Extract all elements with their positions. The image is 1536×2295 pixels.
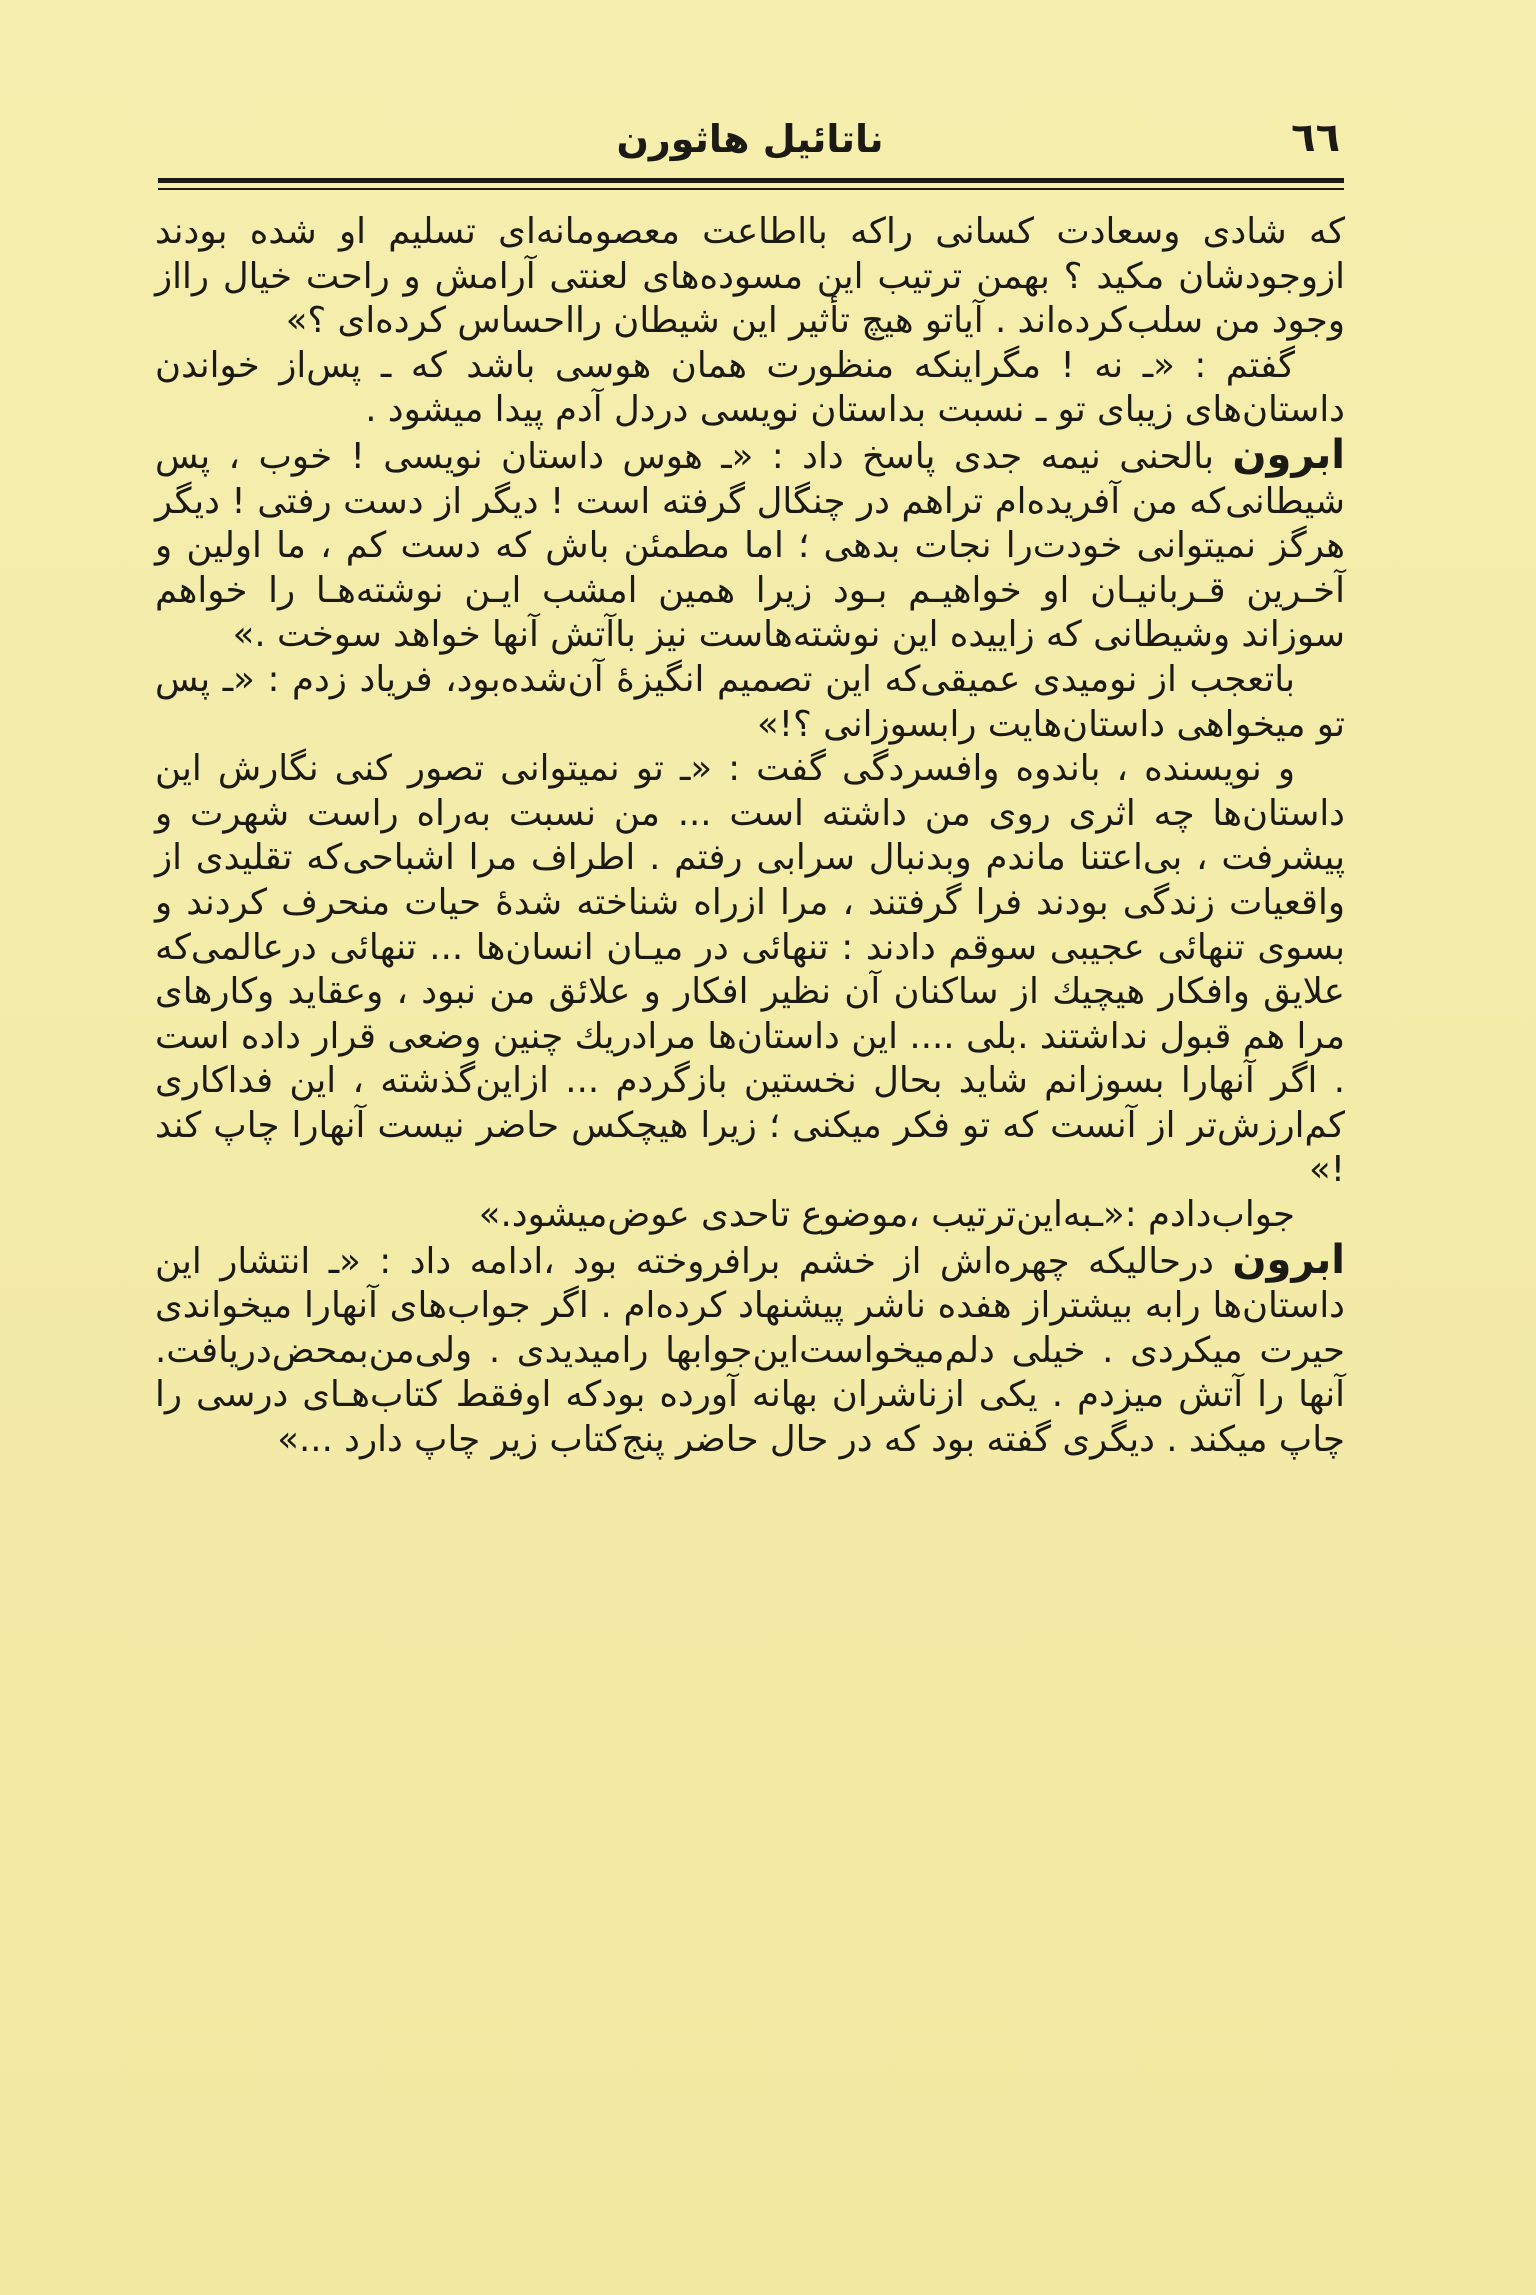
paragraph-7 <box>155 1238 1345 1463</box>
character-name: ابرون <box>1232 1236 1345 1283</box>
header-rule-thin <box>158 188 1344 190</box>
paragraph-3 <box>155 433 1345 658</box>
paragraph-6: جواب‌دادم :«ـبه‌این‌ترتیب ،موضوع تاحدی عوض‌میشود.» <box>478 1194 1295 1236</box>
paragraph-2: گفتم : «ـ نه ! مگراینکه منظورت همان هوسی باشد که ـ پس‌از خواندن داستان‌های زیبای تو ـ نسبت بداستان نویسی دردل آدم پیدا میشود . <box>155 344 1345 431</box>
body-text <box>155 210 1345 1463</box>
paragraph-3-text: بالحنی نیمه جدی پاسخ داد : «ـ هوس داستان نویسی ! خوب ، پس شیطانی‌که من آفریده‌ام تراهم در چنگال گرفته است ! دیگر از دست رفتی ! دیگر هرگز نمیتوانی خودت‌را نجات بدهی ؛ اما مطمئن باش که دست کم ، ما اولین و آخـرین قـربانیـان او خواهیـم بـود زیرا همین امشب ایـن نوشته‌هـا را خواهم سوزاند وشیطانی که زاییده این نوشته‌هاست نیز باآتش آنها خواهد سوخت .» <box>155 435 1345 656</box>
paragraph-1: که شادی وسعادت کسانی راکه بااطاعت معصومانه‌ای تسلیم او شده بودند ازوجودشان مکید ؟ بهمن ترتیب این مسوده‌های لعنتی آرامش و راحت خیال رااز وجود من سلب‌کرده‌اند . آیاتو هیچ تأثیر این شیطان رااحساس کرده‌ای ؟» <box>155 211 1345 342</box>
page-number: ٦٦ <box>1291 115 1340 161</box>
paragraph-7-text: درحالیکه چهره‌اش از خشم برافروخته بود ،ادامه داد : «ـ انتشار این داستان‌ها رابه بیشتراز هفده ناشر پیشنهاد کرده‌ام . اگر جواب‌های آنهارا میخواندی حیرت میکردی . خیلی دلم‌میخواست‌این‌جوابها رامیدیدی . ولی‌من‌بمحض‌دریافت. آنها را آتش میزدم . یکی ازناشران بهانه آورده بودکه اوفقط کتاب‌هـای درسی را چاپ میکند . دیگری گفته بود که در حال حاضر پنج‌کتاب زیر چاپ دارد ...» <box>155 1240 1345 1461</box>
paragraph-5: و نویسنده ، باندوه وافسردگی گفت : «ـ تو نمیتوانی تصور کنی نگارش این داستان‌ها چه اثری روی من داشته است ... من نسبت به‌راه راست شهرت و پیشرفت ، بی‌اعتنا ماندم وبدنبال سرابی رفتم . اطراف مرا اشباحی‌که تقلیدی از واقعیات زندگی بودند فرا گرفتند ، مرا ازراه شناخته شدهٔ حیات منحرف کردند و بسوی تنهائی عجیبی سوقم دادند : تنهائی در میـان انسان‌ها ... تنهائی درعالمی‌که علایق وافکار هیچیك از ساکنان آن نظیر افکار و علائق من نبود ، وعقاید وکارهای مرا هم قبول نداشتند .بلی .... این داستان‌ها مرادریك چنین وضعی قرار داده است . اگر آنهارا بسوزانم شاید بحال نخستین بازگردم ... ازاین‌گذشته ، این فداکاری کم‌ارزش‌تر از آنست که تو فکر میکنی ؛ زیرا هیچکس حاضر نیست آنهارا چاپ کند !» <box>155 748 1345 1191</box>
page-header <box>160 115 1340 175</box>
character-name: ابرون <box>1232 431 1345 478</box>
running-head: ناتائیل هاثورن <box>616 117 884 161</box>
paragraph-4: باتعجب از نومیدی عمیقی‌که این تصمیم انگیزهٔ آن‌شده‌بود، فریاد زدم : «ـ پس تو میخواهی داستان‌هایت رابسوزانی ؟!» <box>155 658 1345 745</box>
header-rule-thick <box>158 178 1344 183</box>
